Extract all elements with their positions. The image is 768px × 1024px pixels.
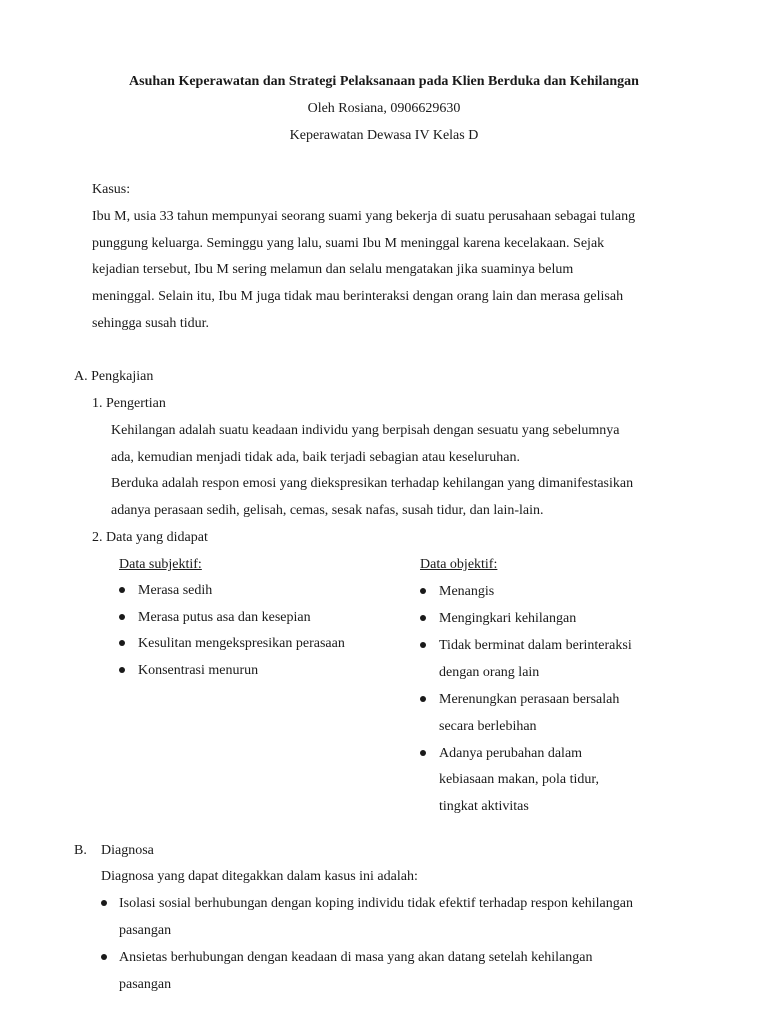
diagnosa-item-cont: pasangan [119, 923, 172, 938]
bullet-icon [420, 696, 426, 702]
bullet-icon [420, 588, 426, 594]
bullet-icon [101, 954, 107, 960]
objektif-item: Adanya perubahan dalam [439, 746, 583, 761]
kasus-line: meninggal. Selain itu, Ibu M juga tidak mau berinteraksi dengan orang lain dan merasa gelisah [92, 289, 624, 304]
subjektif-item: Konsentrasi menurun [138, 663, 259, 678]
section-a-heading: A. Pengkajian [74, 369, 154, 384]
objektif-item-cont: secara berlebihan [439, 719, 537, 734]
data-heading: 2. Data yang didapat [92, 530, 208, 545]
diagnosa-item: Isolasi sosial berhubungan dengan koping individu tidak efektif terhadap respon kehilangan [119, 896, 633, 911]
author-line: Oleh Rosiana, 0906629630 [307, 101, 461, 116]
bullet-icon [119, 614, 125, 620]
bullet-icon [119, 640, 125, 646]
bullet-icon [119, 587, 125, 593]
objektif-item-cont: dengan orang lain [439, 665, 540, 680]
subjektif-item: Merasa sedih [138, 583, 213, 598]
objektif-item-cont: tingkat aktivitas [439, 799, 529, 814]
bullet-icon [420, 642, 426, 648]
kasus-line: punggung keluarga. Seminggu yang lalu, suami Ibu M meninggal karena kecelakaan. Sejak [92, 236, 605, 251]
bullet-icon [420, 615, 426, 621]
kasus-label: Kasus: [92, 182, 131, 197]
objektif-item: Mengingkari kehilangan [439, 611, 577, 626]
course-line: Keperawatan Dewasa IV Kelas D [289, 128, 479, 143]
diagnosa-item: Ansietas berhubungan dengan keadaan di masa yang akan datang setelah kehilangan [119, 950, 593, 965]
objektif-item: Menangis [439, 584, 495, 599]
section-b-letter: B. [74, 843, 87, 858]
kasus-line: sehingga susah tidur. [92, 316, 210, 331]
kasus-line: Ibu M, usia 33 tahun mempunyai seorang suami yang bekerja di suatu perusahaan sebagai tulang [92, 209, 636, 224]
objektif-item: Tidak berminat dalam berinteraksi [439, 638, 632, 653]
pengertian-line: Berduka adalah respon emosi yang diekspresikan terhadap kehilangan yang dimanifestasikan [111, 476, 634, 491]
subjektif-item: Kesulitan mengekspresikan perasaan [138, 636, 345, 651]
subjektif-item: Merasa putus asa dan kesepian [138, 610, 311, 625]
document-title: Asuhan Keperawatan dan Strategi Pelaksanaan pada Klien Berduka dan Kehilangan [129, 74, 639, 89]
diagnosa-item-cont: pasangan [119, 977, 172, 992]
pengertian-line: Kehilangan adalah suatu keadaan individu yang berpisah dengan sesuatu yang sebelumnya [111, 423, 620, 438]
objektif-label: Data objektif: [420, 557, 498, 572]
objektif-item-cont: kebiasaan makan, pola tidur, [439, 772, 599, 787]
section-b-heading: Diagnosa [101, 843, 154, 858]
subjektif-label: Data subjektif: [119, 557, 202, 572]
bullet-icon [420, 750, 426, 756]
objektif-item: Merenungkan perasaan bersalah [439, 692, 620, 707]
pengertian-heading: 1. Pengertian [92, 396, 166, 411]
pengertian-line: adanya perasaan sedih, gelisah, cemas, sesak nafas, susah tidur, dan lain-lain. [111, 503, 544, 518]
pengertian-line: ada, kemudian menjadi tidak ada, baik terjadi sebagian atau keseluruhan. [111, 450, 520, 465]
bullet-icon [101, 900, 107, 906]
kasus-line: kejadian tersebut, Ibu M sering melamun dan selalu mengatakan jika suaminya belum [92, 262, 574, 277]
bullet-icon [119, 667, 125, 673]
diagnosa-intro: Diagnosa yang dapat ditegakkan dalam kasus ini adalah: [101, 869, 418, 884]
